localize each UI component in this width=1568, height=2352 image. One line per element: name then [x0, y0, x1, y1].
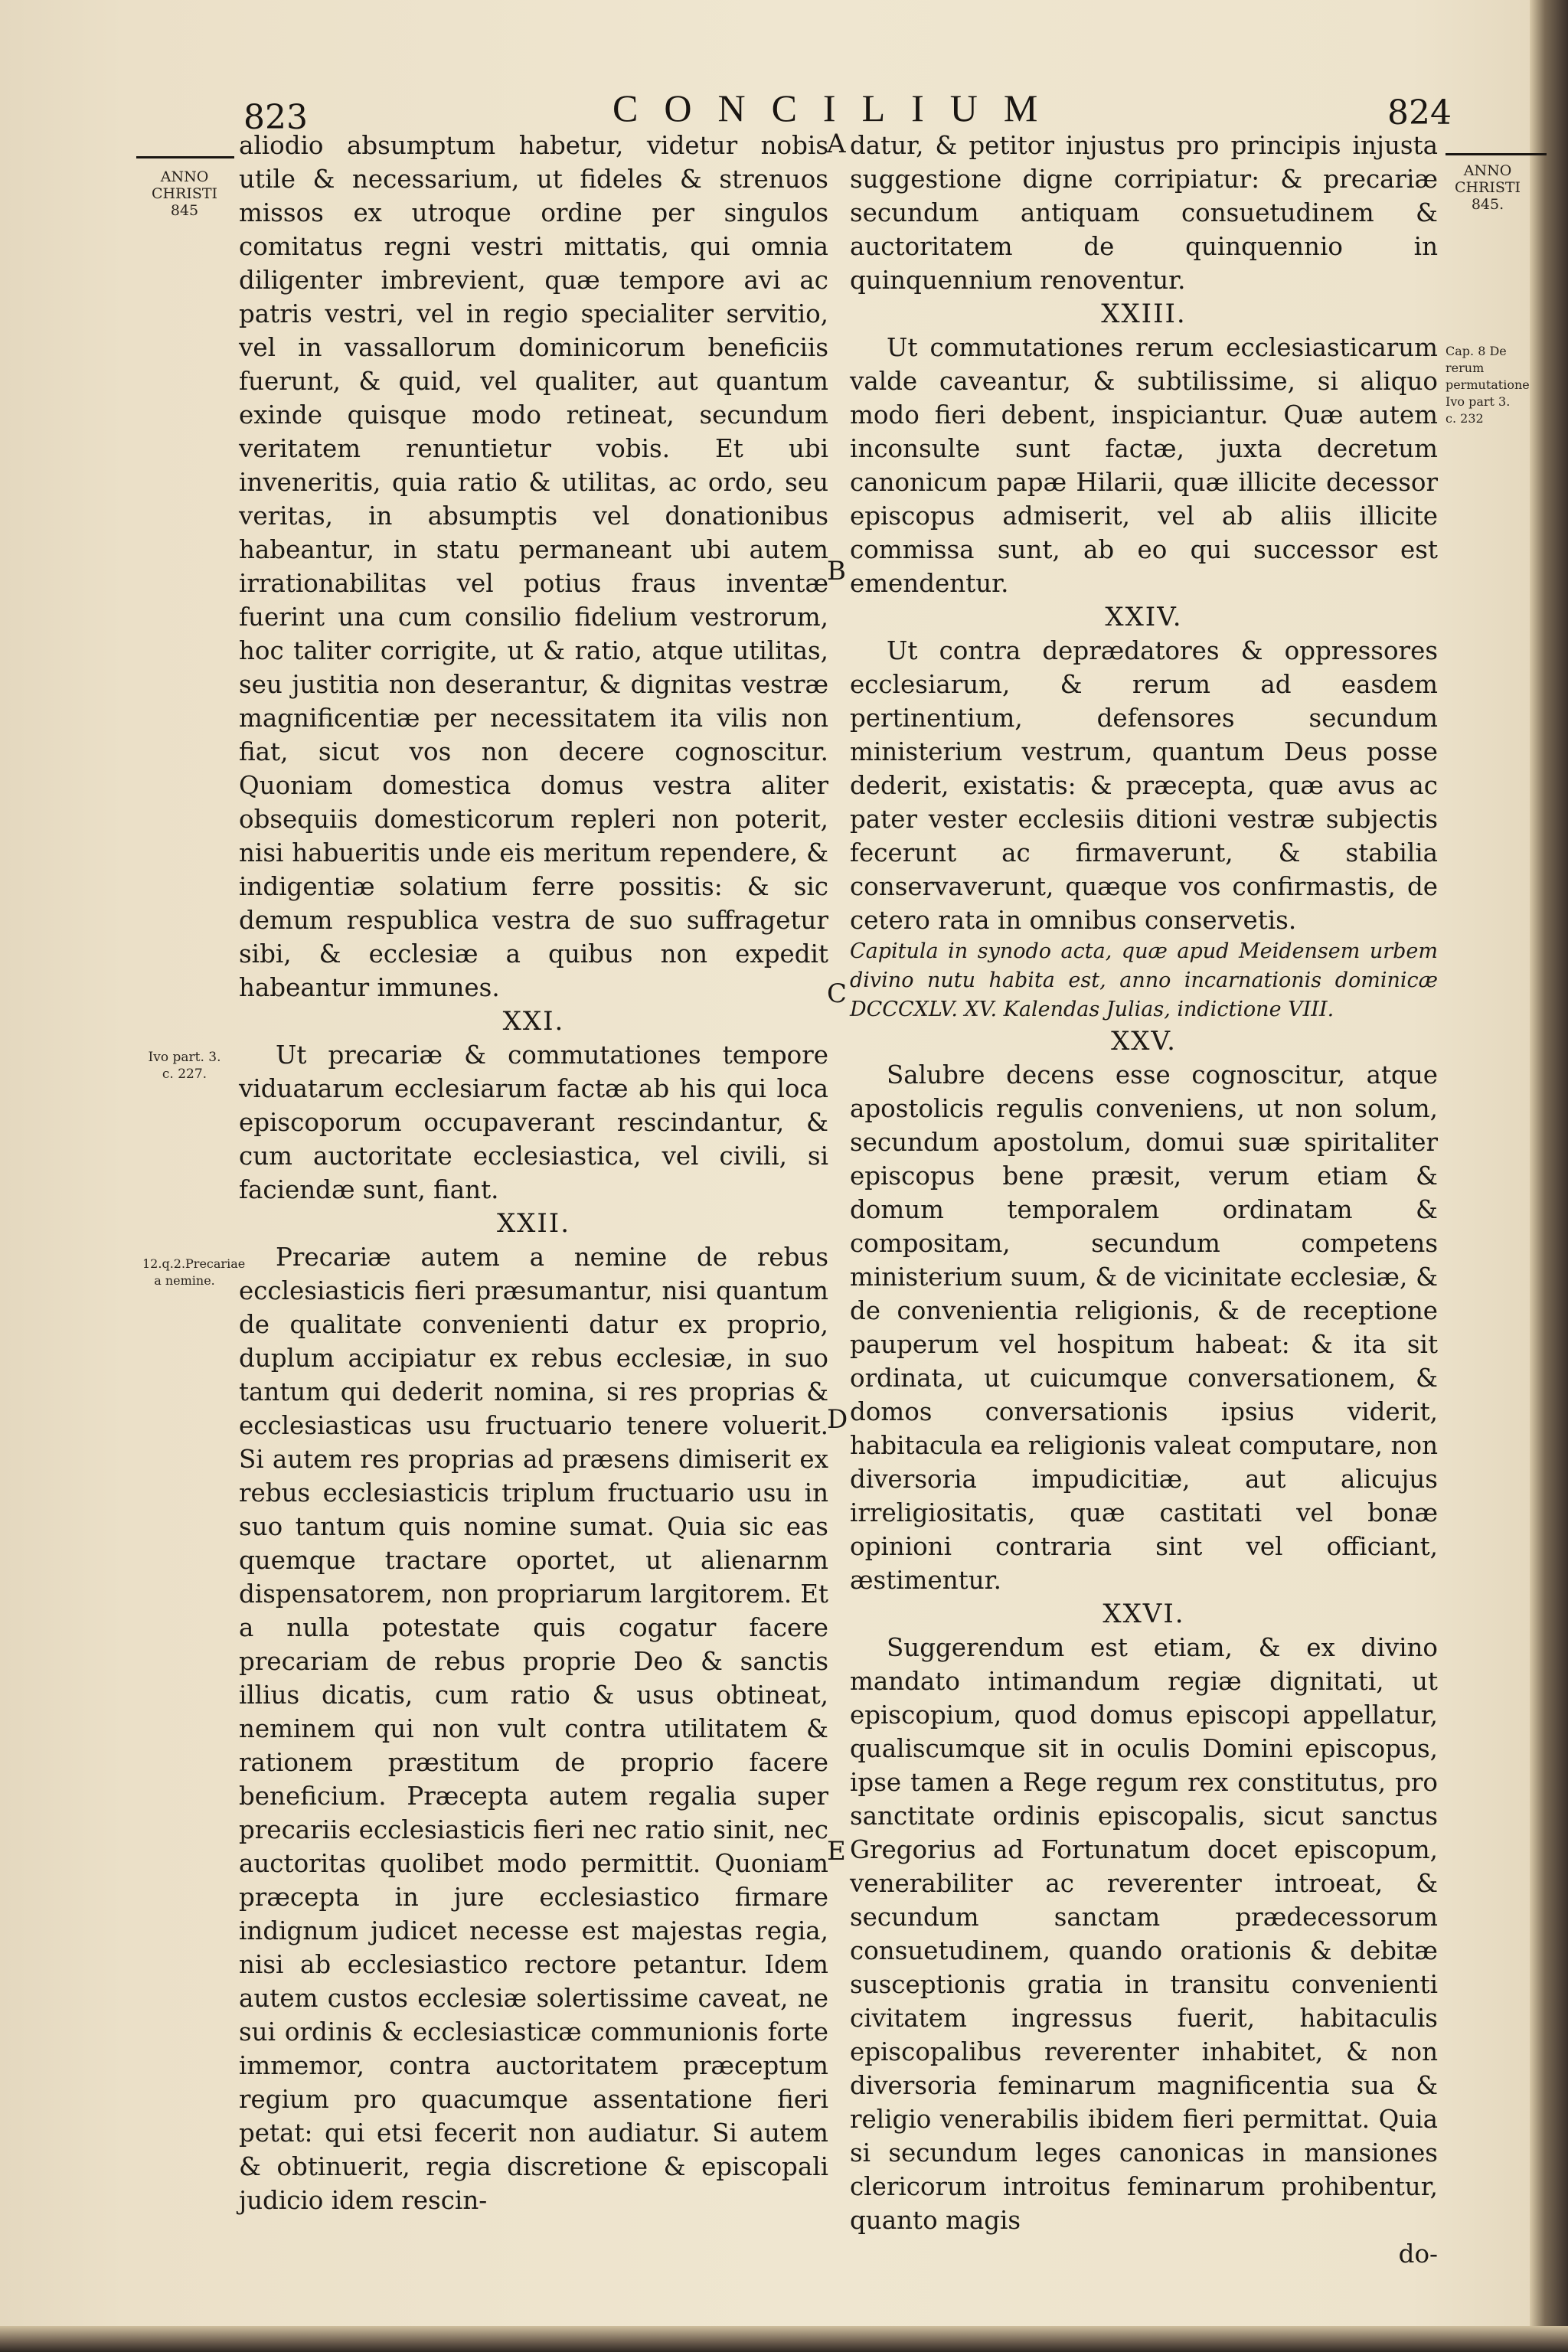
right-column — [850, 129, 1438, 2271]
right-intro-paragraph: datur, & petitor injustus pro principis injusta suggestione digne corripiatur: & precariæ secundum antiquam consuetudinem & auctoritatem de quinquennio in quinquennium renoventur. — [850, 131, 1438, 295]
left-intro-paragraph: aliodio absumptum habetur, videtur nobis utile & necessarium, ut fideles & strenuos missos ex utroque ordine per singulos comitatus regni vestri mittatis, qui omnia diligenter imbrevient, quæ tempore avi ac patris vestri, vel in regio specialiter servitio, vel in vassallorum dominicorum beneficiis fuerunt, & quid, vel qualiter, aut quantum exinde quisque modo retineat, secundum veritatem renuntietur vobis. Et ubi inveneritis, quia ratio & utilitas, ac ordo, seu veritas, in absumptis vel donationibus habeantur, in statu permaneant ubi autem irrationabilitas vel potius fraus inventæ fuerint una cum consilio fidelium vestrorum, hoc taliter corrigite, ut & ratio, atque utilitas, seu justitia non deserantur, & dignitas vestræ magnificentiæ per necessitatem ita vilis non fiat, sicut vos non decere cognoscitur. Quoniam domestica domus vestra aliter obsequiis domesticorum repleri non poterit, nisi habueritis unde eis meritum rependere, & indigentiæ solatium ferre possitis: & sic demum respublica vestra de suo suffragetur sibi, & ecclesiæ a quibus non expedit habeantur immunes. — [239, 131, 828, 1002]
page-header — [0, 86, 1568, 137]
section-letter-b: B — [827, 556, 846, 586]
chapter-xxii-text: Precariæ autem a nemine de rebus ecclesiasticis fieri præsumantur, nisi quantum de qualitate convenienti datur ex proprio, duplum accipiatur ex rebus ecclesiæ, in suo tantum qui dederit nomina, si res proprias & ecclesiasticas usu fructuario tenere voluerit. Si autem res proprias ad præsens dimiserit ex rebus ecclesiasticis triplum fructuario usu in suo tantum quis nomine sumat. Quia sic eas quemque tractare oportet, ut alienarnm dispensatorem, non propriarum largitorem. Et a nulla potestate quis cogatur facere precariam de rebus proprie Deo & sanctis illius dicatis, cum ratio & usus obtineat, neminem qui non vult contra utilitatem & rationem præstitum de proprio facere beneficium. Præcepta autem regalia super precariis ecclesiasticis fieri nec ratio sinit, nec auctoritas quolibet modo permittit. Quoniam præcepta in jure ecclesiastico firmare indignum judicet necesse est majestas regia, nisi ab ecclesiastico rectore petantur. Idem autem custos ecclesiæ solertissime caveat, ne sui ordinis & ecclesiasticæ communionis forte immemor, contra auctoritatem præceptum regium pro quacumque assentatione fieri petat: qui etsi fecerit non audiatur. Si autem & obtinuerit, regia discretione & episcopali judicio idem rescin- — [239, 1243, 828, 2215]
page-bottom-edge — [0, 2326, 1568, 2352]
chapter-heading-xxiv: XXIV. — [1105, 602, 1183, 632]
synod-note: Capitula in synodo acta, quæ apud Meidensem urbem divino nutu habita est, anno incarnationis dominicæ DCCCXLV. XV. Kalendas Julias, indictione VIII. — [850, 939, 1438, 1021]
chapter-heading-xxvi: XXVI. — [1102, 1599, 1185, 1629]
margin-ivo-note: Ivo part. 3. c. 227. — [148, 1050, 221, 1082]
chapter-xxvi-text: Suggerendum est etiam, & ex divino mandato intimandum regiæ dignitati, ut episcopium, quod domus episcopi appellatur, qualiscumque sit in oculis Domini episcopus, ipse tamen a Rege regum rex constitutus, pro sanctitate ordinis episcopalis, sicut sanctus Gregorius ad Fortunatum docet episcopum, venerabiliter ac reverenter introeat, & secundum sanctam prædecessorum consuetudinem, quando orationis & debitæ susceptionis gratia in transitu convenienti civitatem ingressus fuerit, habitaculis episcopalibus reverenter inhabitet, & non diversoria feminarum magnificentia sua & religio venerabilis ibidem fieri permittat. Quia si secundum leges canonicas in mansiones clericorum introitus feminarum prohibentur, quanto magis — [850, 1633, 1438, 2235]
margin-cap-note: Cap. 8 De rerum permutatione Ivo part 3. c. 232 — [1446, 344, 1530, 426]
margin-anno-right — [1446, 162, 1530, 213]
running-title: CONCILIUM — [612, 87, 1064, 129]
catchword: do- — [1398, 2239, 1438, 2269]
anno-label: ANNO — [160, 168, 209, 185]
chapter-heading-xxii: XXII. — [496, 1208, 571, 1239]
margin-anno-left — [142, 168, 227, 219]
chapter-heading-xxiii: XXIII. — [1101, 299, 1187, 329]
margin-precariae-note: 12.q.2.Precariae a nemine. — [142, 1256, 246, 1288]
header-rule-left — [136, 156, 234, 158]
chapter-xxiii-text: Ut commutationes rerum ecclesiasticarum valde caveantur, & subtilissime, si aliquo modo fieri debent, inspiciantur. Quæ autem inconsulte sunt factæ, juxta decretum canonicum papæ Hilarii, quæ illicite decessor episcopus admiserit, vel ab aliis illicite commissa sunt, ab eo qui successor est emendentur. — [850, 333, 1438, 598]
section-letter-c: C — [827, 978, 848, 1009]
chapter-xxi-text: Ut precariæ & commutationes tempore viduatarum ecclesiarum factæ ab his qui loca episcoporum occupaverant rescindantur, & cum auctoritate ecclesiastica, vel civili, si faciendæ sunt, fiant. — [239, 1040, 828, 1204]
christi-label: CHRISTI — [1454, 179, 1521, 196]
section-letter-e: E — [827, 1836, 846, 1867]
page-number-left: 823 — [243, 98, 308, 137]
chapter-xxiv-text: Ut contra deprædatores & oppressores ecclesiarum, & rerum ad easdem pertinentium, defensores secundum ministerium vestrum, quantum Deus posse dederit, existatis: & præcepta, quæ avus ac pater vester ecclesiis ditioni vestræ subjectis fecerunt ac firmaverunt, & stabilia conservaverunt, quæque vos confirmastis, de cetero rata in omnibus conservetis. — [850, 636, 1438, 935]
header-rule-right — [1446, 153, 1547, 155]
christi-label: CHRISTI — [151, 185, 218, 202]
section-letter-d: D — [827, 1404, 848, 1435]
chapter-heading-xxi: XXI. — [502, 1006, 565, 1037]
binding-edge — [1530, 0, 1568, 2352]
left-column — [239, 129, 828, 2217]
chapter-heading-xxv: XXV. — [1111, 1026, 1177, 1057]
year-label: 845 — [170, 202, 199, 219]
chapter-xxv-text: Salubre decens esse cognoscitur, atque apostolicis regulis conveniens, ut non solum, secundum apostolum, domui suæ spiritaliter episcopus bene præsit, verum etiam & domum temporalem ordinatam & compositam, secundum competens ministerium suum, & de vicinitate ecclesiæ, & de convenientia religionis, & de receptione pauperum vel hospitum habeat: & ita sit ordinata, ut cuicumque conversationem, & domos conversationis ipsius viderit, habitacula ea religionis valeat computare, non diversoria impudicitiæ, aut alicujus irreligiositatis, quæ castitati vel bonæ opinioni contraria sint vel officiant, æstimentur. — [850, 1060, 1438, 1595]
anno-label: ANNO — [1463, 162, 1512, 179]
year-label: 845. — [1471, 196, 1504, 213]
section-letter-a: A — [827, 129, 846, 159]
page-number-right: 824 — [1387, 93, 1452, 132]
